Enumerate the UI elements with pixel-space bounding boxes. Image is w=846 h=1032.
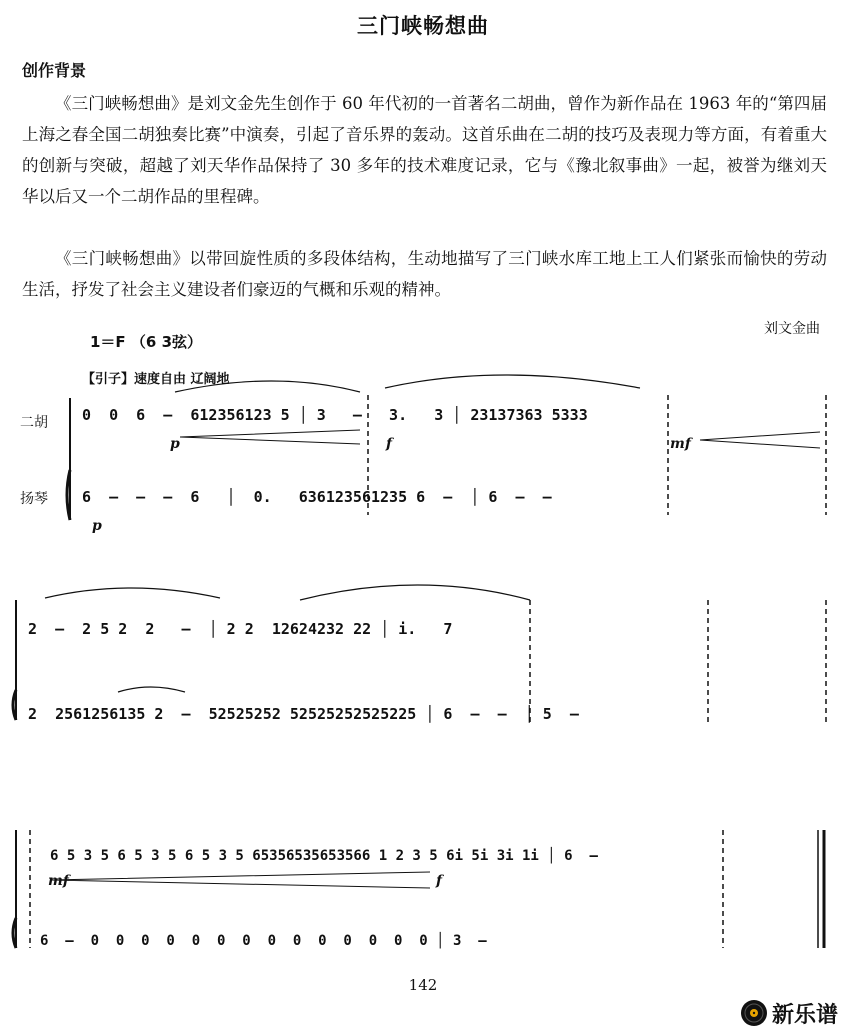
watermark-logo — [740, 998, 838, 1028]
dynamic-mark: f — [386, 436, 393, 452]
dynamic-mark: p — [170, 436, 180, 452]
vinyl-record-icon — [740, 999, 768, 1027]
dynamic-mark: mf — [48, 873, 69, 889]
erhu-line-3: 6 5 3 5 6 5 3 5 6 5 3 5 65356535653566 1 2 3 5 6i 5i 3i 1i │ 6 – — [50, 848, 598, 864]
erhu-line-1: 0 0 6 – 612356123 5 │ 3 – 3. 3 │ 23137363 5333 — [82, 406, 588, 424]
dynamic-mark: mf — [670, 436, 691, 452]
instrument-erhu-label: 二胡 — [20, 415, 48, 431]
section-heading: 创作背景 — [22, 61, 87, 80]
composer-credit: 刘文金曲 — [764, 321, 820, 337]
paragraph-2: 《三门峡畅想曲》以带回旋性质的多段体结构，生动地描写了三门峡水库工地上工人们紧张而愉快的劳动生活，抒发了社会主义建设者们豪迈的气概和乐观的精神。 — [22, 249, 827, 299]
yangqin-line-2: 2 2561256135 2 – 52525252 52525252525225 │ 6 – – │ 5 – — [28, 705, 579, 723]
paragraph-1: 《三门峡畅想曲》是刘文金先生创作于 60 年代初的一首著名二胡曲，曾作为新作品在 1963 年的“第四届上海之春全国二胡独奏比赛”中演奏，引起了音乐界的轰动。这首乐曲在二胡的技巧及表现力等方面，有着重大的创新与突破，超越了刘天华作品保持了 30 多年的技术难度记录，它与《豫北叙事曲》一起，被誉为继刘天华以后又一个二胡作品的里程碑。 — [22, 94, 827, 206]
dynamic-mark: p — [92, 518, 102, 534]
watermark-text: 新乐谱 — [771, 1002, 838, 1028]
erhu-line-2: 2 – 2 5 2 2 – │ 2 2 12624232 22 │ i. 7 — [28, 620, 453, 638]
page-title: 三门峡畅想曲 — [357, 14, 489, 38]
instrument-yangqin-label: 扬琴 — [20, 491, 48, 507]
yangqin-line-3: 6 – 0 0 0 0 0 0 0 0 0 0 0 0 0 0 │ 3 – — [40, 933, 487, 949]
key-signature: 1＝F （6 3弦） — [90, 333, 203, 351]
dynamic-mark: f — [436, 873, 443, 889]
intro-marking: 【引子】速度自由 辽阔地 — [82, 372, 230, 387]
page-number: 142 — [408, 976, 438, 994]
yangqin-line-1: 6 – – – 6 │ 0. 636123561235 6 – │ 6 – – — [82, 488, 552, 506]
